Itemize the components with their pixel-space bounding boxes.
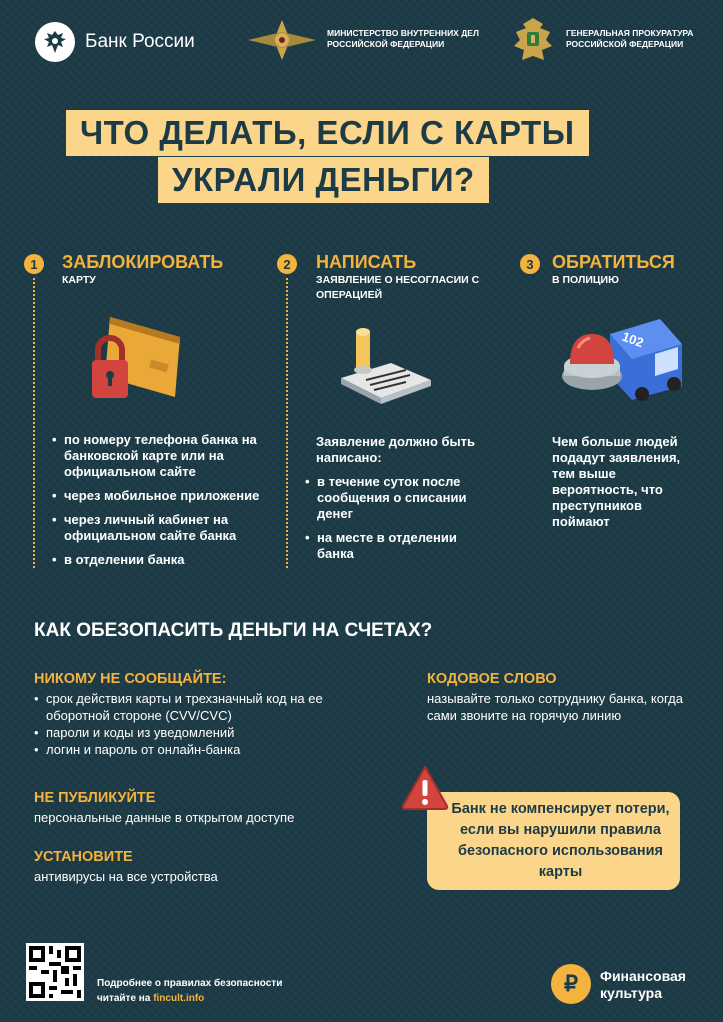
bank-name: Банк России <box>85 31 195 52</box>
step-2-number: 2 <box>277 254 297 274</box>
stamp-document-icon <box>336 318 436 408</box>
list-item: • логин и пароль от онлайн-банка <box>34 741 344 758</box>
footer-line-2-prefix: читайте на <box>97 993 154 1004</box>
footer-line-2 <box>97 991 282 1006</box>
do-not-tell-list <box>34 690 344 758</box>
list-item: • в течение суток после сообщения о списании денег <box>305 474 490 522</box>
step-2-divider <box>286 278 288 568</box>
fincult-link[interactable]: fincult.info <box>153 993 205 1004</box>
step-1-divider <box>33 278 35 568</box>
list-item: • через мобильное приложение <box>52 488 272 504</box>
step-1-sub: КАРТУ <box>62 274 96 286</box>
do-not-publish-text: персональные данные в открытом доступе <box>34 810 295 825</box>
van-number-label: 102 <box>620 328 646 351</box>
code-word-heading: КОДОВОЕ СЛОВО <box>427 671 557 687</box>
list-item: • срок действия карты и трехзначный код на ее оборотной стороне (CVV/CVC) <box>34 690 344 724</box>
list-item: • в отделении банка <box>52 552 272 568</box>
warning-box <box>427 792 680 890</box>
qr-code[interactable] <box>26 943 84 1001</box>
fincult-brand <box>600 968 686 1002</box>
step-3-text: Чем больше людей подадут заявления, тем выше вероятность, что преступников поймают <box>552 434 681 529</box>
step-1-number: 1 <box>24 254 44 274</box>
warning-icon <box>400 764 450 812</box>
mvd-emblem-icon <box>246 18 318 62</box>
ministry-internal-affairs-label: МИНИСТЕРСТВО ВНУТРЕННИХ ДЕЛ РОССИЙСКОЙ ФЕДЕРАЦИИ <box>327 28 479 49</box>
step-2-heading: НАПИСАТЬ <box>316 252 417 272</box>
step-1-bullet-list <box>52 432 272 576</box>
safety-section-title: КАК ОБЕЗОПАСИТЬ ДЕНЬГИ НА СЧЕТАХ? <box>34 620 433 641</box>
bank-of-russia-emblem-icon <box>35 22 75 62</box>
install-heading: УСТАНОВИТЕ <box>34 849 133 865</box>
prosecutor-general-label: ГЕНЕРАЛЬНАЯ ПРОКУРАТУРА РОССИЙСКОЙ ФЕДЕРАЦИИ <box>566 28 694 49</box>
list-item: • на месте в отделении банка <box>305 530 490 562</box>
list-item: • через личный кабинет на официальном сайте банка <box>52 512 272 544</box>
list-item: • по номеру телефона банка на банковской карте или на официальном сайте <box>52 432 272 480</box>
brand-line-2: культура <box>600 985 663 1001</box>
list-item: • пароли и коды из уведомлений <box>34 724 344 741</box>
code-word-text: называйте только сотруднику банка, когда сами звоните на горячую линию <box>427 691 683 723</box>
ruble-icon: ₽ <box>551 964 591 1004</box>
do-not-publish-heading: НЕ ПУБЛИКУЙТЕ <box>34 790 156 806</box>
police-van-siren-icon <box>560 314 690 404</box>
step-1-heading: ЗАБЛОКИРОВАТЬ <box>62 252 224 272</box>
step-3-heading: ОБРАТИТЬСЯ <box>552 252 675 272</box>
title-line-1: ЧТО ДЕЛАТЬ, ЕСЛИ С КАРТЫ <box>66 110 589 156</box>
step-3-number: 3 <box>520 254 540 274</box>
step-3-sub: В ПОЛИЦИЮ <box>552 274 619 286</box>
step-2-bullet-list <box>305 474 490 570</box>
locked-card-icon <box>80 312 185 412</box>
do-not-tell-heading: НИКОМУ НЕ СООБЩАЙТЕ: <box>34 671 227 687</box>
warning-text: Банк не компенсирует потери, если вы нарушили правила безопасного использования карты <box>451 801 670 880</box>
footer-more-info <box>97 976 282 1006</box>
install-text: антивирусы на все устройства <box>34 869 218 884</box>
footer-line-1: Подробнее о правилах безопасности <box>97 978 283 989</box>
title-line-2: УКРАЛИ ДЕНЬГИ? <box>158 157 489 203</box>
prosecutor-emblem-icon <box>512 16 554 64</box>
brand-line-1: Финансовая <box>600 968 686 984</box>
step-2-intro: Заявление должно быть написано: <box>316 434 476 465</box>
step-2-sub: ЗАЯВЛЕНИЕ О НЕСОГЛАСИИ С ОПЕРАЦИЕЙ <box>316 274 480 301</box>
